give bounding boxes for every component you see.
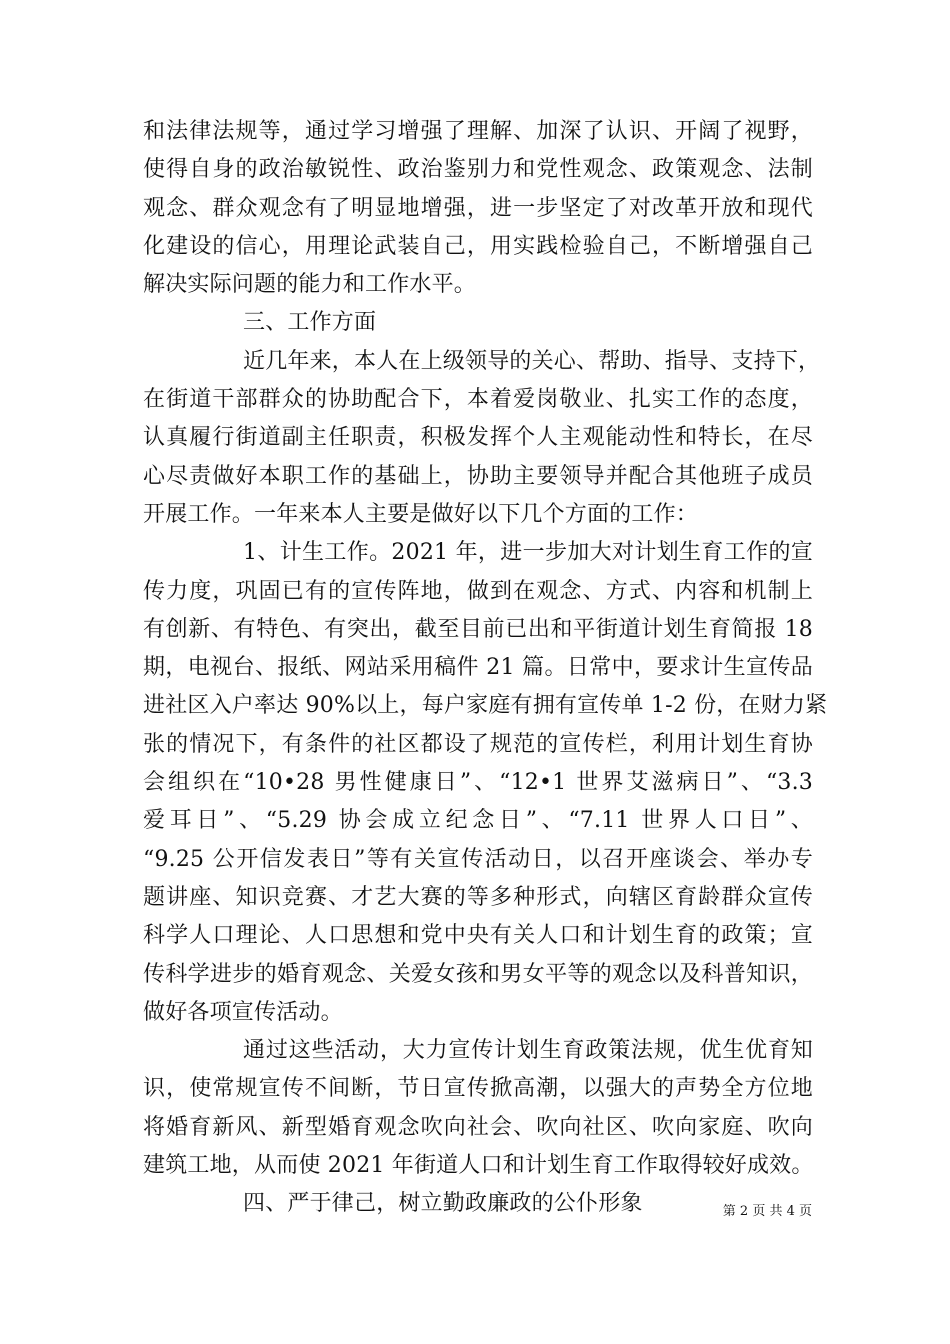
- text-line: “9.25 公开信发表日”等有关宣传活动日，以召开座谈会、举办专: [143, 846, 813, 872]
- text-line: 开展工作。一年来本人主要是做好以下几个方面的工作：: [143, 501, 699, 527]
- text-line: 建筑工地，从而使 2021 年街道人口和计划生育工作取得较好成效。: [143, 1153, 814, 1179]
- text-line: 张的情况下，有条件的社区都设了规范的宣传栏，利用计划生育协: [143, 731, 813, 757]
- text-line: 化建设的信心，用理论武装自己，用实践检验自己，不断增强自己: [143, 233, 813, 259]
- text-line: 识，使常规宣传不间断，节日宣传掀高潮，以强大的声势全方位地: [143, 1076, 813, 1102]
- text-line: 心尽责做好本职工作的基础上，协助主要领导并配合其他班子成员: [143, 463, 813, 489]
- text-line: 科学人口理论、人口思想和党中央有关人口和计划生育的政策；宣: [143, 923, 813, 949]
- text-line: 近几年来，本人在上级领导的关心、帮助、指导、支持下，: [243, 348, 821, 374]
- text-line: 使得自身的政治敏锐性、政治鉴别力和党性观念、政策观念、法制: [143, 157, 813, 183]
- text-line: 传力度，巩固已有的宣传阵地，做到在观念、方式、内容和机制上: [143, 578, 813, 604]
- text-line: 有创新、有特色、有突出，截至目前已出和平街道计划生育简报 18: [143, 616, 813, 642]
- text-line: 三、工作方面: [243, 310, 377, 336]
- text-line: 做好各项宣传活动。: [143, 999, 343, 1025]
- text-line: 会组织在“10•28 男性健康日”、“12•1 世界艾滋病日”、“3.3: [143, 770, 813, 796]
- text-line: 期，电视台、报纸、网站采用稿件 21 篇。日常中，要求计生宣传品: [143, 655, 813, 681]
- text-line: 进社区入户率达 90%以上，每户家庭有拥有宣传单 1-2 份，在财力紧: [143, 693, 828, 719]
- text-line: 观念、群众观念有了明显地增强，进一步坚定了对改革开放和现代: [143, 195, 813, 221]
- text-line: 通过这些活动，大力宣传计划生育政策法规，优生优育知: [243, 1038, 813, 1064]
- text-line: 题讲座、知识竞赛、才艺大赛的等多种形式，向辖区育龄群众宣传: [143, 884, 813, 910]
- text-line: 爱耳日”、“5.29 协会成立纪念日”、“7.11 世界人口日”、: [143, 808, 813, 834]
- text-line: 四、严于律己，树立勤政廉政的公仆形象: [243, 1191, 643, 1217]
- text-line: 传科学进步的婚育观念、关爱女孩和男女平等的观念以及科普知识，: [143, 961, 813, 987]
- document-body: [143, 113, 828, 1224]
- text-line: 认真履行街道副主任职责，积极发挥个人主观能动性和特长，在尽: [143, 425, 813, 451]
- text-line: 将婚育新风、新型婚育观念吹向社会、吹向社区、吹向家庭、吹向: [143, 1114, 813, 1140]
- text-line: 和法律法规等，通过学习增强了理解、加深了认识、开阔了视野，: [143, 119, 813, 144]
- text-line: 在街道干部群众的协助配合下，本着爱岗敬业、扎实工作的态度，: [143, 387, 813, 413]
- text-line: 1、计生工作。2021 年，进一步加大对计划生育工作的宣: [243, 540, 813, 566]
- text-line: 解决实际问题的能力和工作水平。: [143, 272, 477, 298]
- page-number-footer: 第 2 页 共 4 页: [722, 1204, 812, 1219]
